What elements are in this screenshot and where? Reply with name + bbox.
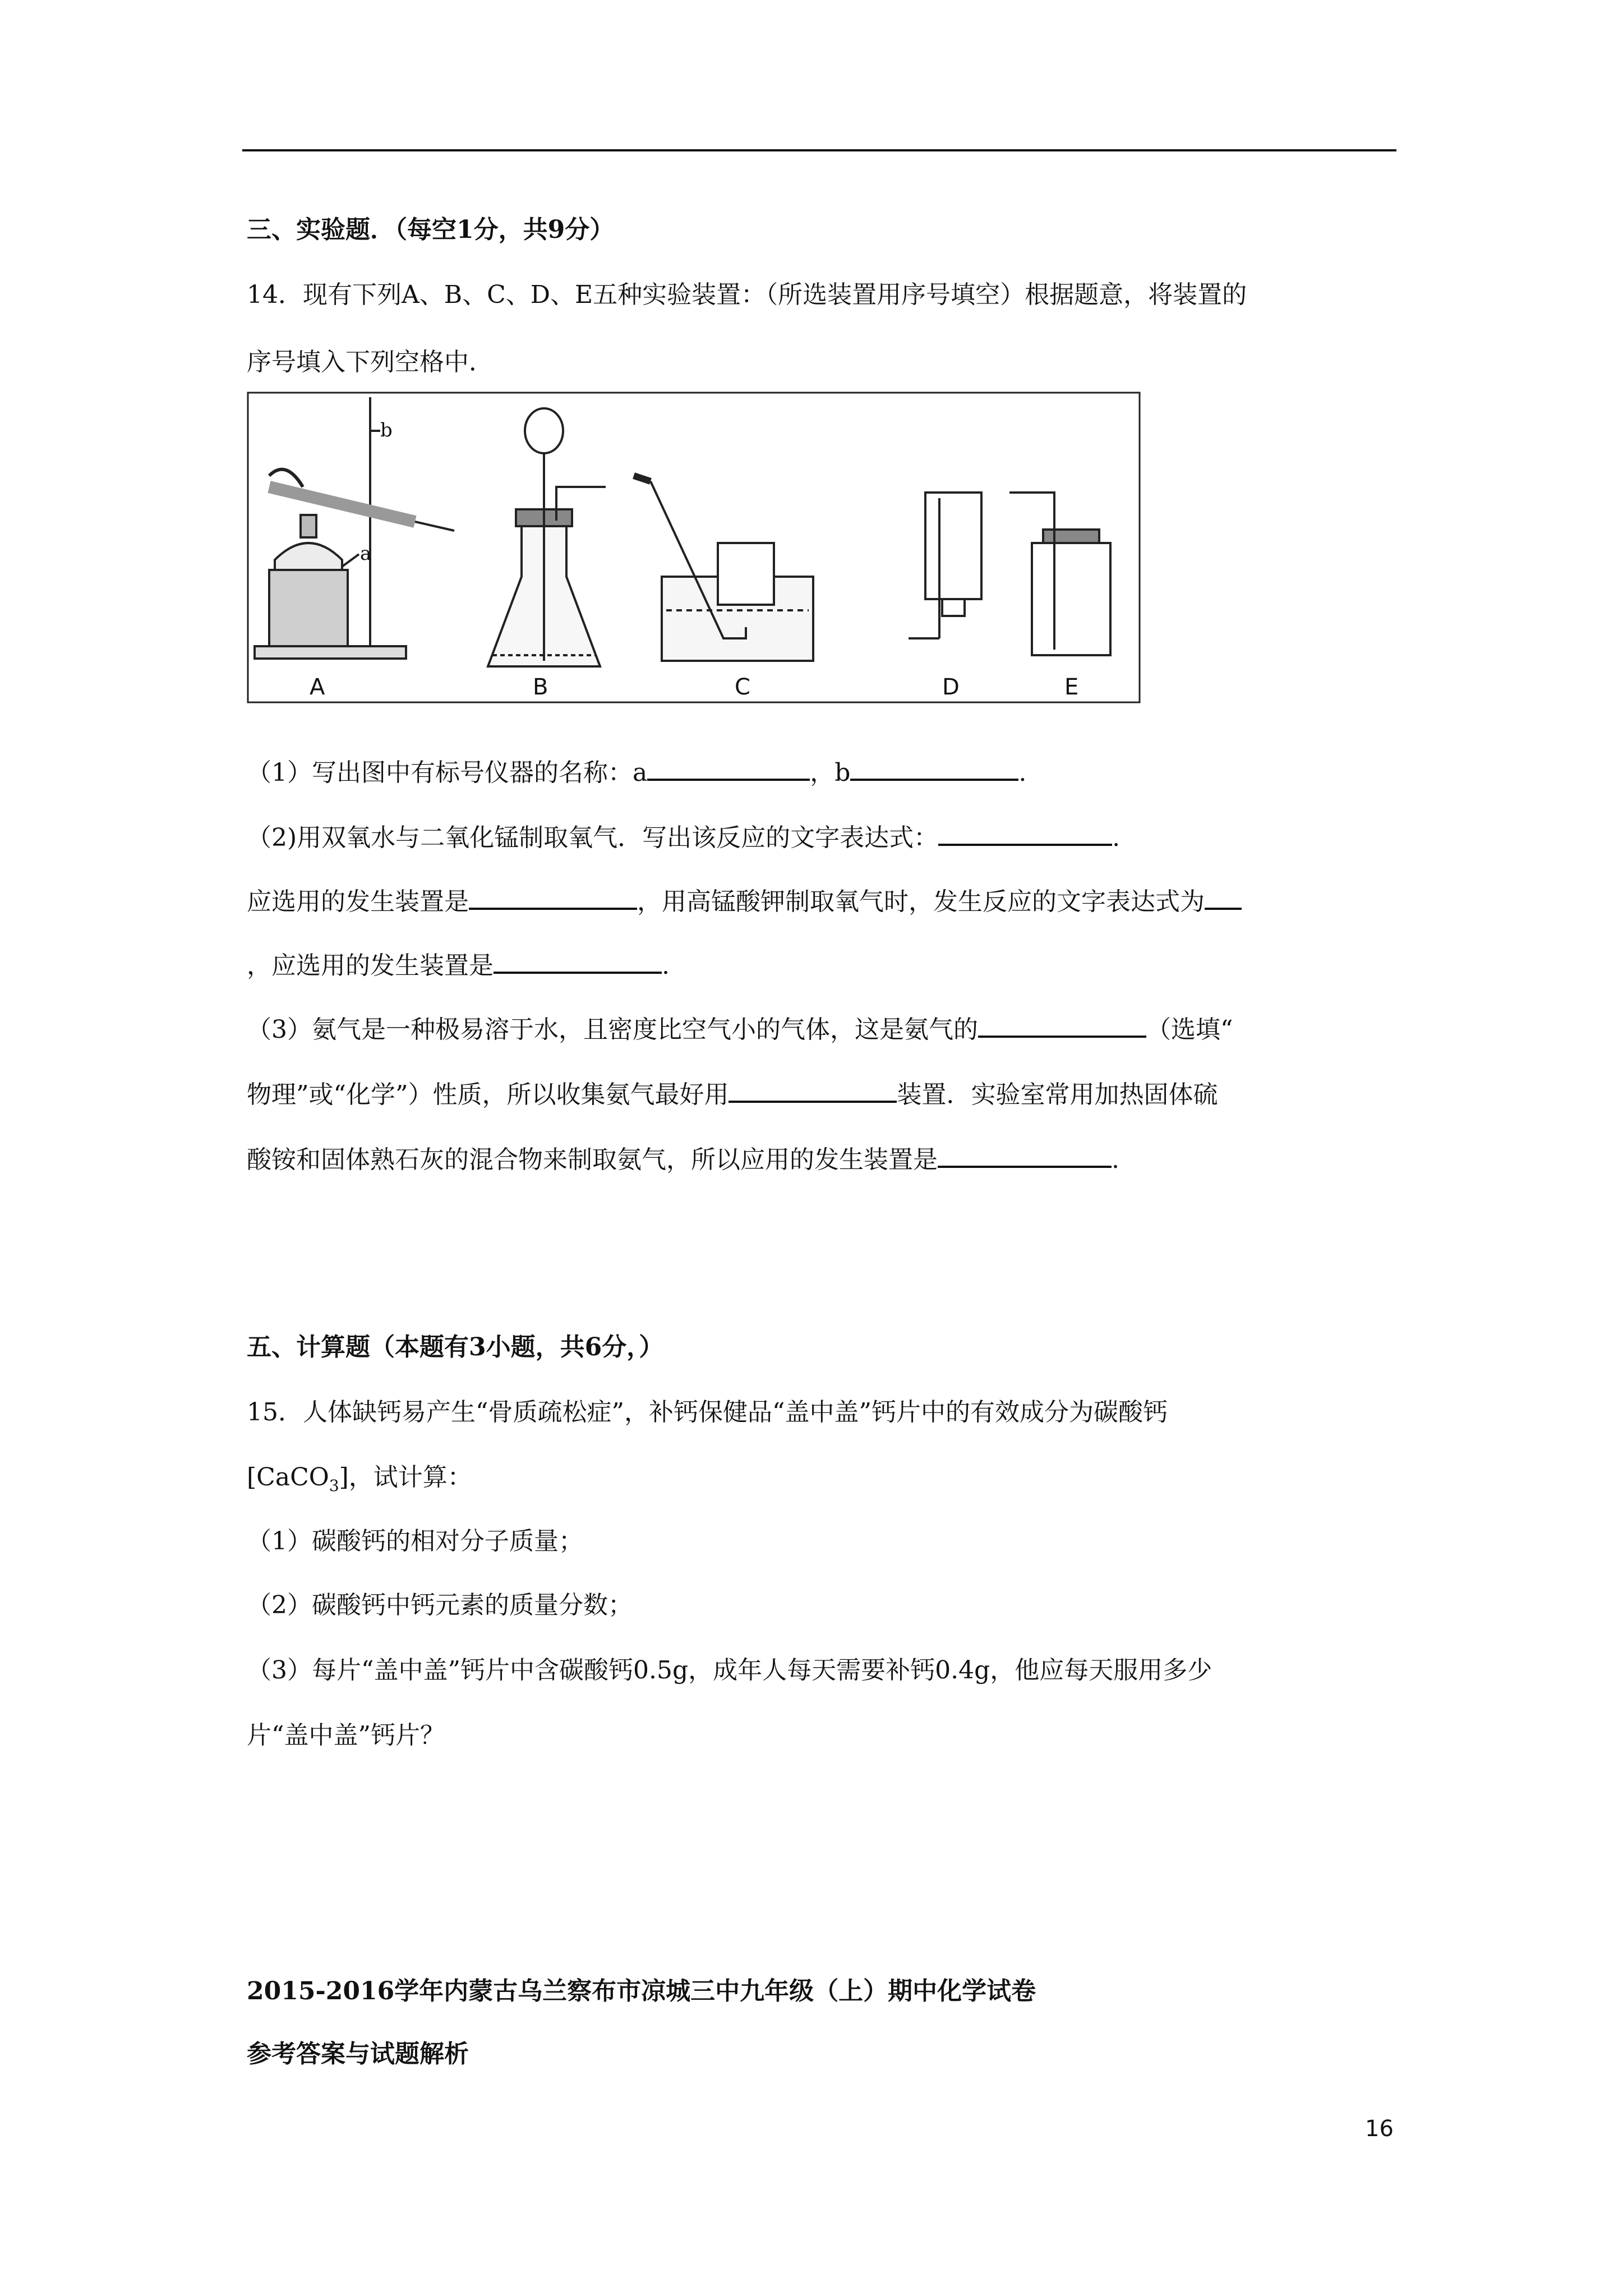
q14-stem-line-2: 序号填入下列空格中． — [247, 348, 494, 376]
q14-part-2-line-3 — [247, 950, 670, 978]
q14-p2-line1-end: . — [1112, 823, 1121, 852]
label-c: C — [735, 674, 750, 700]
q14-p2-line2-b: ，用高锰酸钾制取氧气时，发生反应的文字表达式为 — [637, 887, 1205, 916]
q14-p1-mid: ，b — [810, 758, 851, 787]
blank-kmno4-device[interactable] — [494, 950, 662, 974]
page-number: 16 — [1365, 2116, 1394, 2142]
apparatus-d — [909, 493, 981, 638]
q14-p1-end: . — [1018, 758, 1027, 787]
q15-part-2: （2）碳酸钙中钙元素的质量分数； — [247, 1591, 633, 1619]
q14-part-1 — [247, 757, 1026, 785]
blank-property[interactable] — [978, 1014, 1146, 1038]
blank-kmno4-expression[interactable] — [1205, 886, 1242, 910]
blank-h2o2-expression[interactable] — [938, 822, 1112, 846]
apparatus-a — [255, 397, 454, 659]
q15-part-3-line-1: （3）每片“盖中盖”钙片中含碳酸钙0.5g，成年人每天需要补钙0.4g，他应每天服用多少 — [247, 1656, 1212, 1685]
label-d: D — [942, 674, 960, 700]
q14-p3-line3-end: . — [1112, 1145, 1119, 1174]
q14-p3-line1-a: （3）氨气是一种极易溶于水，且密度比空气小的气体，这是氨气的 — [247, 1015, 978, 1044]
blank-collect-device[interactable] — [728, 1079, 897, 1103]
apparatus-figure — [247, 392, 1141, 703]
label-a: A — [310, 674, 325, 700]
q14-part-3-line-2 — [247, 1079, 1218, 1107]
blank-a[interactable] — [647, 757, 810, 781]
q14-p2-line3-a: ，应选用的发生装置是 — [247, 951, 494, 980]
q14-p3-line2-b: 装置．实验室常用加热固体硫 — [897, 1080, 1218, 1109]
blank-h2o2-device[interactable] — [469, 886, 637, 910]
label-b: B — [533, 674, 548, 700]
section-3-heading: 三、实验题．（每空1分，共9分） — [247, 215, 615, 244]
q14-part-3-line-3 — [247, 1144, 1119, 1172]
apparatus-e — [1009, 493, 1110, 655]
q15-part-3-line-2: 片“盖中盖”钙片？ — [247, 1721, 445, 1750]
q14-p2-line1-text: （2)用双氧水与二氧化锰制取氧气．写出该反应的文字表达式： — [247, 823, 939, 852]
q14-p2-line2-a: 应选用的发生装置是 — [247, 887, 469, 916]
q15-formula-sub: 3 — [329, 1476, 339, 1495]
q14-p2-line3-end: . — [662, 951, 670, 980]
mark-a: a — [360, 542, 372, 565]
q14-p3-line1-b: （选填“ — [1146, 1015, 1233, 1044]
section-5-heading: 五、计算题（本题有3小题，共6分，） — [247, 1333, 664, 1361]
label-e: E — [1064, 674, 1079, 700]
q15-stem-line-2 — [247, 1465, 472, 1494]
q14-p1-prefix: （1）写出图中有标号仪器的名称：a — [247, 758, 648, 787]
q15-part-1: （1）碳酸钙的相对分子质量； — [247, 1527, 583, 1556]
q14-p3-line3-a: 酸铵和固体熟石灰的混合物来制取氨气，所以应用的发生装置是 — [247, 1145, 938, 1174]
q15-stem-line-1: 15．人体缺钙易产生“骨质疏松症”，补钙保健品“盖中盖”钙片中的有效成分为碳酸钙 — [247, 1398, 1168, 1427]
q14-stem-line-1: 14．现有下列A、B、C、D、E五种实验装置：（所选装置用序号填空）根据题意，将装置的 — [247, 280, 1247, 309]
q14-part-2-line-1 — [247, 822, 1120, 850]
blank-b[interactable] — [850, 757, 1018, 781]
apparatus-diagram — [247, 392, 1141, 703]
footer-title: 2015-2016学年内蒙古乌兰察布市凉城三中九年级（上）期中化学试卷 — [247, 1977, 1036, 2005]
q14-part-3-line-1 — [247, 1014, 1233, 1042]
mark-b: b — [380, 419, 393, 441]
apparatus-c — [634, 476, 813, 661]
q14-part-2-line-2 — [247, 886, 1242, 914]
header-rule — [242, 149, 1396, 151]
q14-p3-line2-a: 物理”或“化学”）性质，所以收集氨气最好用 — [247, 1080, 729, 1109]
blank-nh3-device[interactable] — [938, 1144, 1112, 1168]
q15-formula-open: [CaCO — [247, 1463, 329, 1492]
footer-subtitle: 参考答案与试题解析 — [247, 2040, 469, 2068]
q15-formula-close: ]，试计算： — [339, 1463, 472, 1492]
apparatus-b — [488, 408, 606, 666]
